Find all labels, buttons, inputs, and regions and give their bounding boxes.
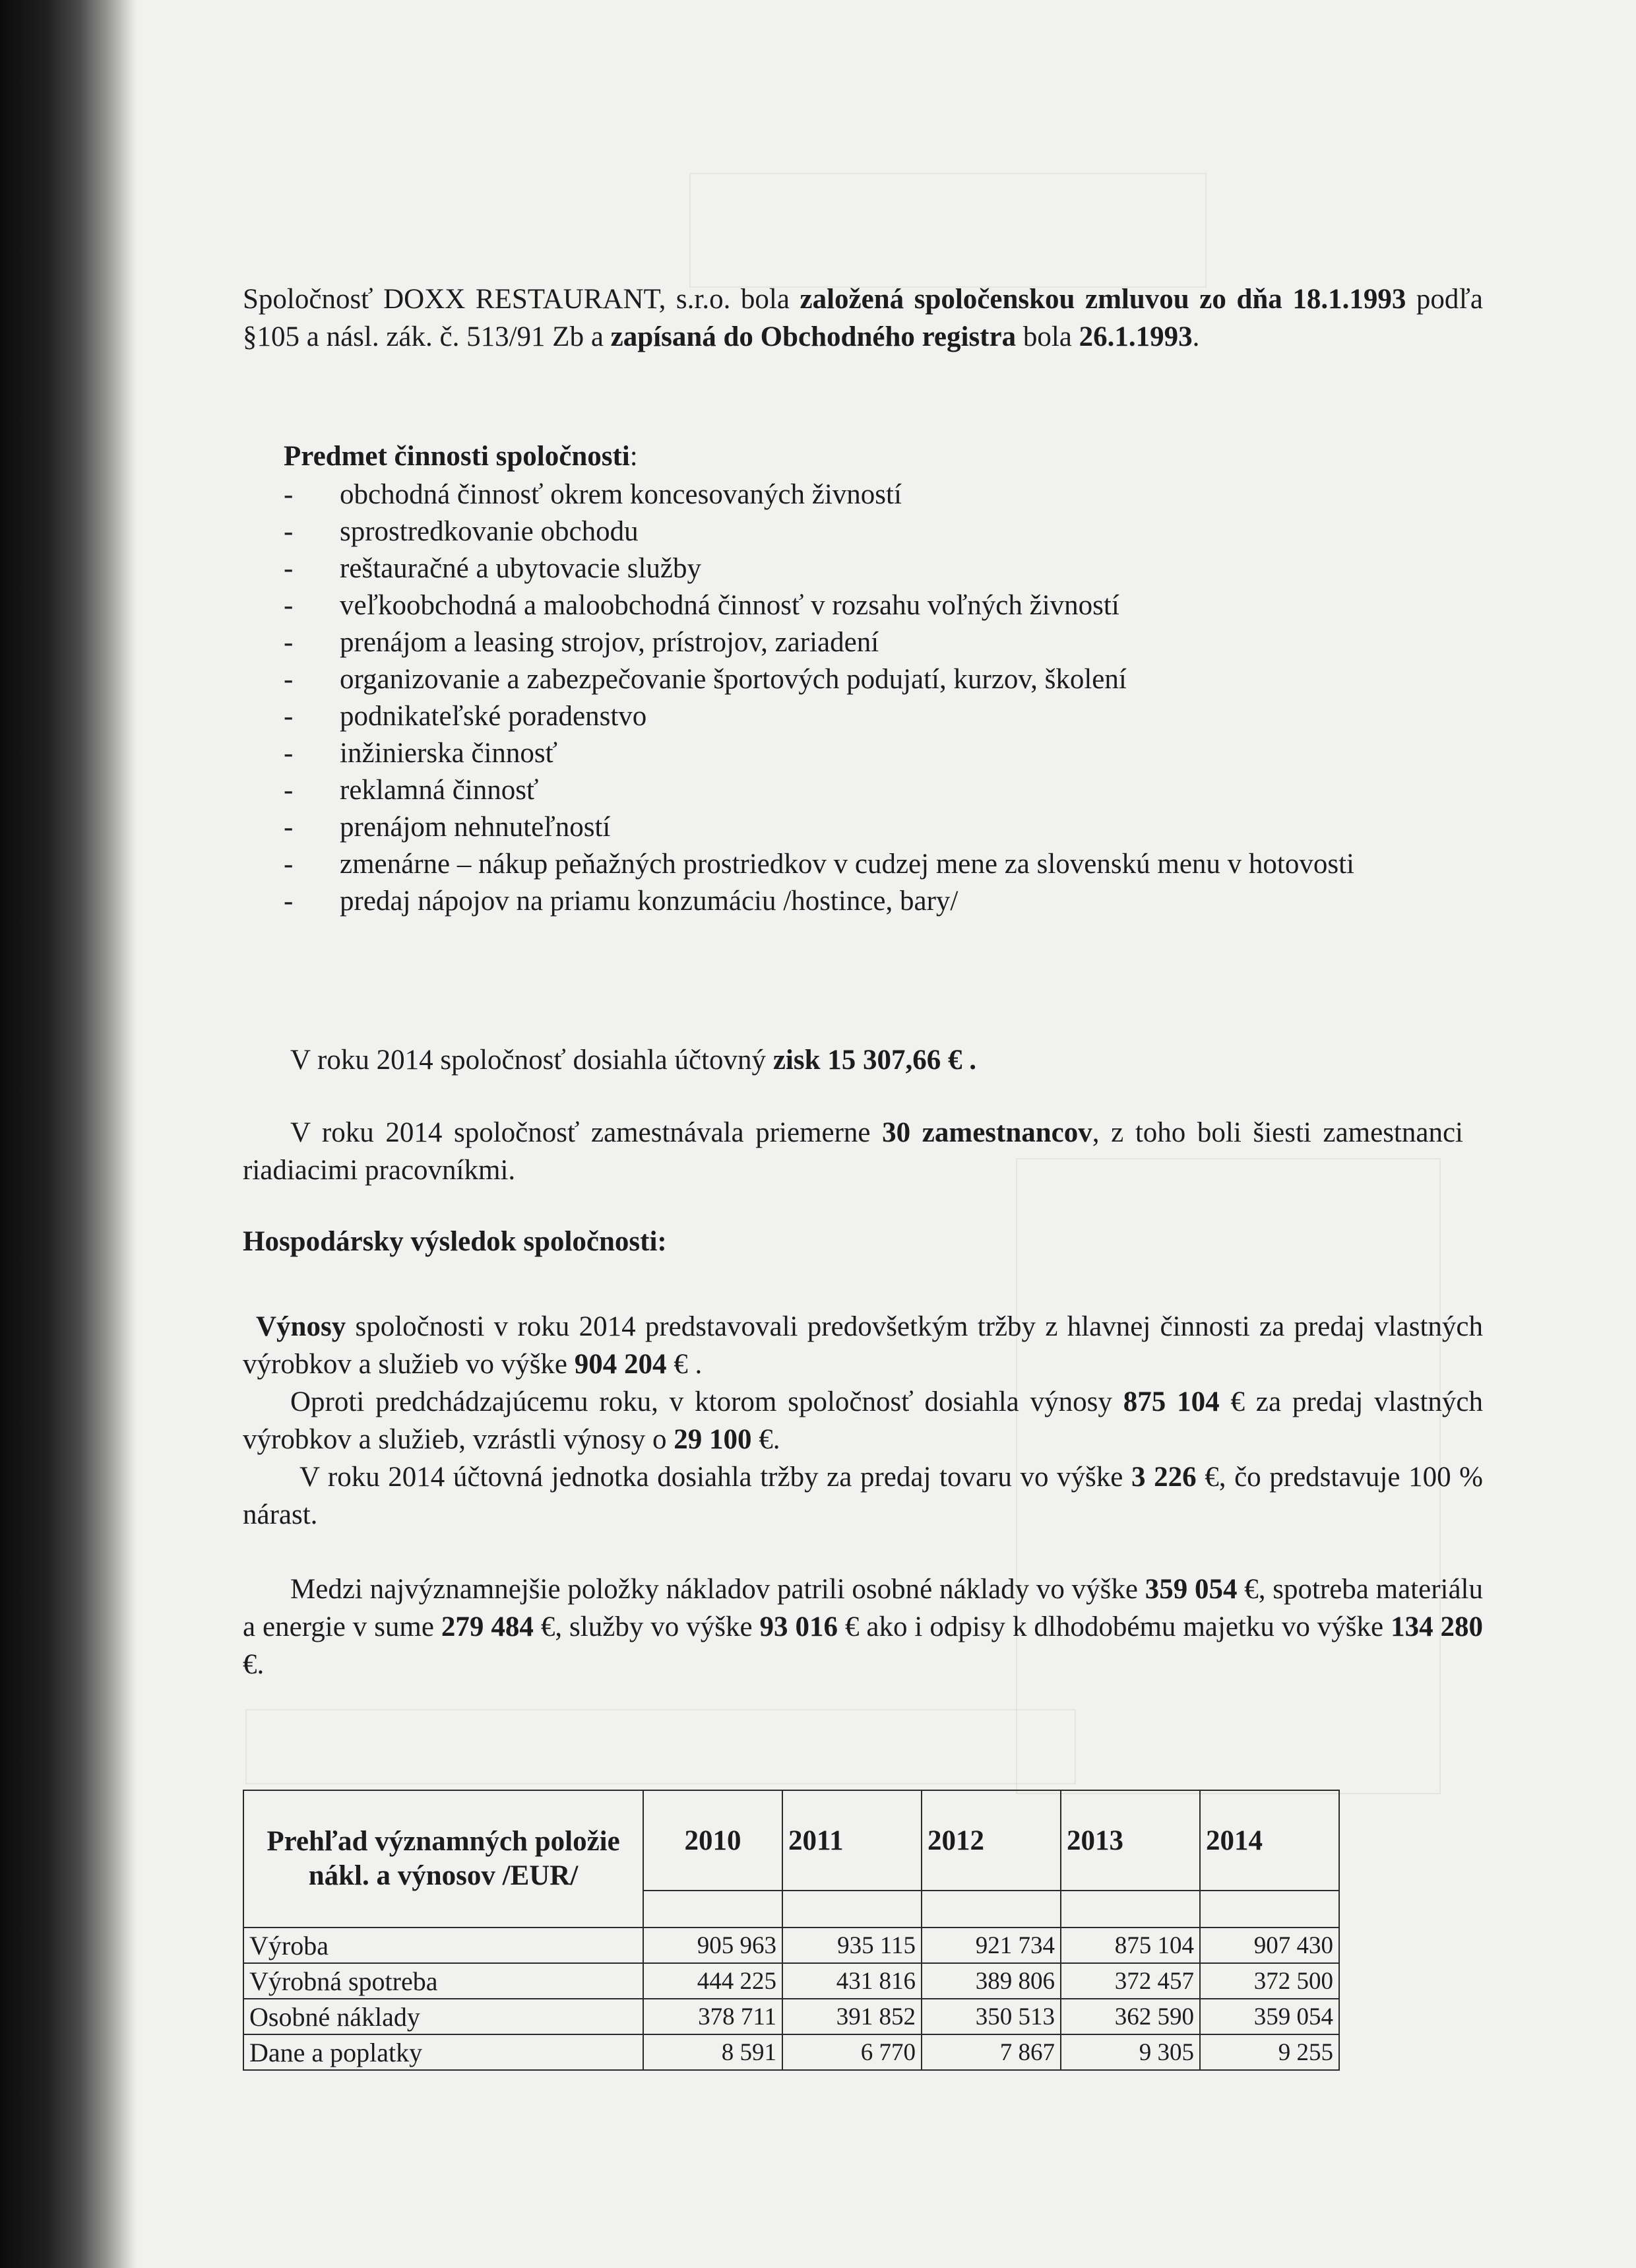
revenue-term: Výnosy <box>256 1311 346 1342</box>
table-row <box>243 1999 1339 2034</box>
list-item: - sprostredkovanie obchodu <box>284 513 1478 550</box>
revenue-value: 904 204 <box>574 1349 667 1380</box>
activities-title: Predmet činnosti spoločnosti: <box>284 441 638 472</box>
table-row <box>243 2034 1339 2070</box>
list-dash: - <box>284 590 294 621</box>
employees-paragraph: V roku 2014 spoločnosť zamestnávala priemerne 30 zamestnancov, z toho boli šiesti zamestnanci riadiacimi pracovníkmi. <box>243 1117 1463 1186</box>
list-item: - organizovanie a zabezpečovanie športových podujatí, kurzov, školení <box>284 661 1478 698</box>
table-cell: 9 305 <box>1061 2034 1200 2070</box>
revenue-paragraph: Výnosy spoločnosti v roku 2014 predstavovali predovšetkým tržby z hlavnej činnosti za predaj vlastných výrobkov a služieb vo výške 904 204 € . Oproti predchádzajúcemu roku, v ktorom spoločnosť dosiahla výnosy 875 104 € za predaj vlastných výrobkov a služieb, vzrástli výnosy o 29 100 €. V roku 2014 účtovná jednotka dosiahla tržby za predaj tovaru vo výške 3 226 €, čo predstavuje 100 % nárast. <box>243 1311 1484 1530</box>
overview-table <box>243 1790 1340 2071</box>
list-dash: - <box>284 664 294 695</box>
table-cell: 372 457 <box>1061 1963 1200 1999</box>
table-header-label: Prehľad významných položie nákl. a výnosov /EUR/ <box>243 1790 643 1928</box>
list-dash: - <box>284 849 294 880</box>
table-cell: 391 852 <box>782 1999 922 2034</box>
table-cell: 350 513 <box>922 1999 1061 2034</box>
profit-paragraph: V roku 2014 spoločnosť dosiahla účtovný zisk 15 307,66 € . <box>290 1045 976 1076</box>
intro-text-4: . <box>1192 321 1200 352</box>
list-dash: - <box>284 553 294 584</box>
table-row <box>243 1963 1339 1999</box>
table-cell: 389 806 <box>922 1963 1061 1999</box>
intro-registry-date: 26.1.1993 <box>1079 321 1193 352</box>
list-dash: - <box>284 812 294 843</box>
intro-text-3: bola <box>1016 321 1079 352</box>
list-item: - reklamná činnosť <box>284 772 1478 809</box>
intro-text-1: Spoločnosť DOXX RESTAURANT, s.r.o. bola <box>243 284 800 315</box>
table-cell: 875 104 <box>1061 1928 1200 1963</box>
revenue-growth-value: 29 100 <box>674 1424 752 1455</box>
personnel-cost-value: 359 054 <box>1145 1574 1238 1605</box>
table-cell: 935 115 <box>782 1928 922 1963</box>
intro-registry: zapísaná do Obchodného registra <box>610 321 1017 352</box>
table-cell: 6 770 <box>782 2034 922 2070</box>
table-cell: 362 590 <box>1061 1999 1200 2034</box>
result-title: Hospodársky výsledok spoločnosti: <box>243 1226 667 1257</box>
scan-binding-shadow <box>0 0 139 2268</box>
intro-paragraph <box>243 280 1483 356</box>
table-row <box>243 1928 1339 1963</box>
costs-paragraph: Medzi najvýznamnejšie položky nákladov patrili osobné náklady vo výške 359 054 €, spotreba materiálu a energie v sume 279 484 €, služby vo výške 93 016 € ako i odpisy k dlhodobému majetku vo výške 134 280 €. <box>243 1574 1484 1680</box>
year-header: 2010 <box>643 1790 782 1891</box>
table-cell: 7 867 <box>922 2034 1061 2070</box>
list-item: - podnikateľské poradenstvo <box>284 698 1478 735</box>
services-value: 93 016 <box>759 1611 838 1642</box>
goods-sales-value: 3 226 <box>1131 1462 1197 1493</box>
table-cell: 359 054 <box>1200 1999 1339 2034</box>
list-item: - zmenárne – nákup peňažných prostriedkov v cudzej mene za slovenskú menu v hotovosti <box>284 846 1478 883</box>
year-header: 2013 <box>1061 1790 1200 1891</box>
list-item: - prenájom nehnuteľností <box>284 809 1478 846</box>
profit-value: zisk 15 307,66 <box>772 1045 941 1076</box>
row-label: Dane a poplatky <box>243 2034 643 2070</box>
intro-text-2: podľa §105 a násl. zák. č. 513/91 Zb a <box>243 284 1483 352</box>
table-cell: 907 430 <box>1200 1928 1339 1963</box>
year-header: 2011 <box>782 1790 922 1891</box>
table-cell: 8 591 <box>643 2034 782 2070</box>
list-dash: - <box>284 738 294 769</box>
list-item: - reštauračné a ubytovacie služby <box>284 550 1478 587</box>
list-dash: - <box>284 627 294 658</box>
row-label: Výrobná spotreba <box>243 1963 643 1999</box>
table-cell: 444 225 <box>643 1963 782 1999</box>
material-energy-value: 279 484 <box>441 1611 534 1642</box>
show-through-table-top <box>689 173 1207 288</box>
table-cell: 905 963 <box>643 1928 782 1963</box>
list-dash: - <box>284 775 294 806</box>
row-label: Výroba <box>243 1928 643 1963</box>
list-dash: - <box>284 886 294 917</box>
intro-founding: založená spoločenskou zmluvou zo dňa 18.1.1993 <box>800 284 1406 315</box>
table-cell: 378 711 <box>643 1999 782 2034</box>
prev-revenue-value: 875 104 <box>1123 1386 1220 1417</box>
table-cell: 431 816 <box>782 1963 922 1999</box>
list-item: - veľkoobchodná a maloobchodná činnosť v rozsahu voľných živností <box>284 587 1478 624</box>
list-item: - predaj nápojov na priamu konzumáciu /hostince, bary/ <box>284 883 1478 920</box>
table-header-row <box>243 1790 1339 1891</box>
table-cell: 921 734 <box>922 1928 1061 1963</box>
table-cell: 372 500 <box>1200 1963 1339 1999</box>
activities-list <box>284 476 1478 920</box>
list-item: - prenájom a leasing strojov, prístrojov, zariadení <box>284 624 1478 661</box>
year-header: 2014 <box>1200 1790 1339 1891</box>
year-header: 2012 <box>922 1790 1061 1891</box>
list-item: - inžinierska činnosť <box>284 735 1478 772</box>
list-item: - obchodná činnosť okrem koncesovaných živností <box>284 476 1478 513</box>
show-through-table-bottom <box>245 1709 1076 1784</box>
employees-count: 30 zamestnancov <box>882 1117 1092 1148</box>
list-dash: - <box>284 479 294 510</box>
table-cell: 9 255 <box>1200 2034 1339 2070</box>
depreciation-value: 134 280 <box>1391 1611 1484 1642</box>
list-dash: - <box>284 701 294 732</box>
list-dash: - <box>284 516 294 547</box>
row-label: Osobné náklady <box>243 1999 643 2034</box>
